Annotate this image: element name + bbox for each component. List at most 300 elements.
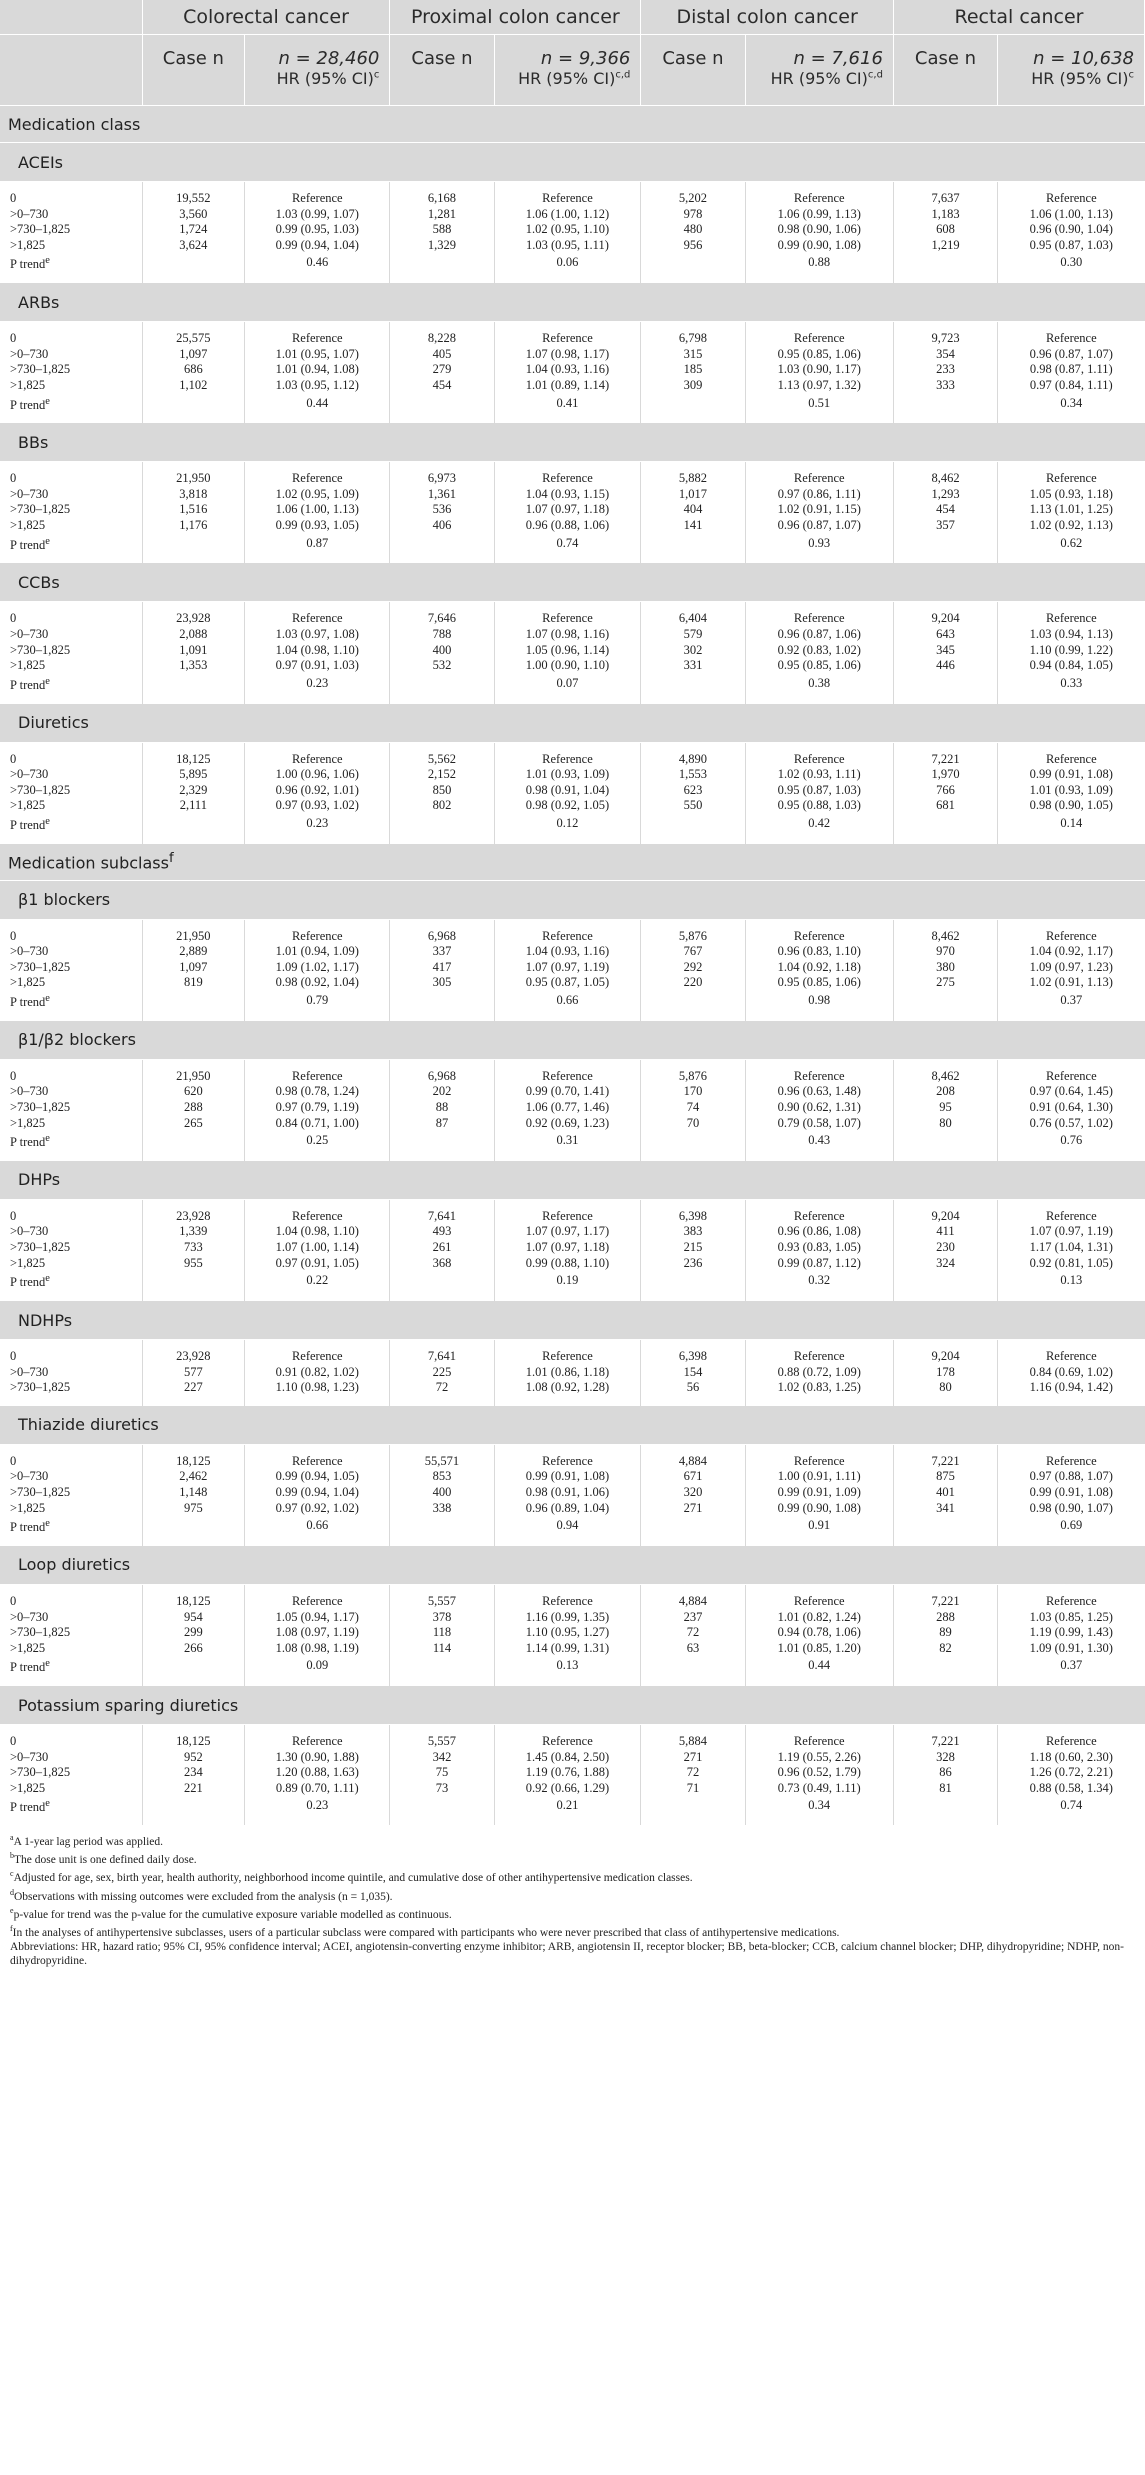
case-count-cell: 378: [390, 1610, 494, 1626]
hr-ci-cell: 1.07 (0.98, 1.16): [494, 627, 641, 643]
footnote-marker: e: [10, 1905, 14, 1915]
case-count-cell: 9,204: [893, 1349, 997, 1365]
case-count-cell: 411: [893, 1224, 997, 1240]
hr-ci-cell: Reference: [1045, 1453, 1097, 1468]
hr-ci-cell: Reference: [494, 1069, 641, 1085]
hr-ci-cell: Reference: [494, 752, 641, 768]
hr-ci-cell: 0.98 (0.91, 1.04): [494, 783, 641, 799]
case-count-cell: 766: [893, 783, 997, 799]
hr-ci-cell: 1.02 (0.91, 1.15): [745, 502, 893, 518]
footnote-marker: f: [10, 1923, 13, 1933]
spacer-row: [0, 1725, 1145, 1735]
row-label: 0: [0, 191, 142, 207]
hr-ci-cell: 0.99 (0.91, 1.08): [1029, 1484, 1113, 1499]
case-count-cell: 230: [893, 1240, 997, 1256]
hr-ci-cell: 0.46: [245, 253, 390, 273]
hr-ci-cell: Reference: [745, 331, 893, 347]
case-count-cell: [893, 1516, 997, 1536]
footnote: [10, 1849, 1135, 1867]
case-count-cell: 95: [893, 1100, 997, 1116]
row-label: >730–1,825: [0, 643, 142, 659]
section-row: [0, 106, 1145, 143]
footnote: [10, 1940, 1135, 1969]
hr-ci-cell: 1.10 (0.99, 1.22): [1029, 642, 1113, 657]
hr-ci-cell: 0.84 (0.69, 1.02): [1029, 1364, 1113, 1379]
case-count-cell: [390, 1516, 494, 1536]
hr-ci-cell: 0.34: [745, 1796, 893, 1816]
table-row: [0, 1116, 1145, 1132]
hr-ci-cell: 1.04 (0.93, 1.16): [494, 944, 641, 960]
case-n-label: Case n: [641, 35, 745, 70]
spacer-row: [0, 1536, 1145, 1546]
case-count-cell: 265: [142, 1116, 245, 1132]
hr-ci-cell: 1.00 (0.90, 1.10): [494, 658, 641, 674]
hr-ci-cell: 0.97 (0.86, 1.11): [745, 487, 893, 503]
spacer-row: [0, 742, 1145, 752]
hr-ci-cell: Reference: [245, 1734, 390, 1750]
group-header: [0, 1686, 1145, 1725]
case-count-cell: [641, 1656, 745, 1676]
spacer-row: [0, 182, 1145, 192]
case-count-cell: 299: [142, 1625, 245, 1641]
group-title: β1 blockers: [0, 880, 1145, 919]
row-label: >730–1,825: [0, 1765, 142, 1781]
footnote-marker: b: [10, 1851, 14, 1861]
case-count-cell: 72: [641, 1625, 745, 1641]
row-label: 0: [0, 1594, 142, 1610]
footnote: [10, 1922, 1135, 1940]
hr-ci-cell: 0.98 (0.90, 1.05): [1029, 798, 1113, 813]
table-row: [0, 611, 1145, 627]
case-count-cell: 88: [390, 1100, 494, 1116]
hr-ci-cell: 0.32: [745, 1271, 893, 1291]
hr-ci-cell: 0.38: [745, 674, 893, 694]
case-count-cell: 532: [390, 658, 494, 674]
row-label: >730–1,825: [0, 783, 142, 799]
row-label: >0–730: [0, 347, 142, 363]
header-distal: Distal colon cancer: [641, 0, 894, 35]
table-row: [0, 643, 1145, 659]
hr-ci-cell: 1.07 (0.97, 1.17): [494, 1224, 641, 1240]
case-count-cell: 8,462: [893, 1069, 997, 1085]
hr-ci-cell: 0.91 (0.64, 1.30): [1029, 1099, 1113, 1114]
case-count-cell: 72: [641, 1765, 745, 1781]
table-row: [0, 1469, 1145, 1485]
case-count-cell: 853: [390, 1469, 494, 1485]
row-label: >730–1,825: [0, 222, 142, 238]
hr-ci-cell: 0.96 (0.52, 1.79): [745, 1765, 893, 1781]
table-row: [0, 534, 1145, 554]
table-row: [0, 1625, 1145, 1641]
spacer-row: [0, 919, 1145, 929]
table-row: [0, 1365, 1145, 1381]
case-count-cell: 1,553: [641, 767, 745, 783]
case-count-cell: [893, 1796, 997, 1816]
hr-ci-cell: 0.07: [494, 674, 641, 694]
case-count-cell: 81: [893, 1781, 997, 1797]
case-count-cell: 21,950: [142, 1069, 245, 1085]
hr-ci-cell: 0.31: [494, 1131, 641, 1151]
row-label: >0–730: [0, 207, 142, 223]
case-count-cell: 5,876: [641, 1069, 745, 1085]
case-count-cell: 21,950: [142, 929, 245, 945]
case-count-cell: 2,329: [142, 783, 245, 799]
case-count-cell: 550: [641, 798, 745, 814]
case-count-cell: 337: [390, 944, 494, 960]
hr-ci-label: HR (95% CI)$^c$: [998, 69, 1145, 106]
group-body: [0, 602, 1145, 703]
group-row: [0, 1405, 1145, 1444]
section-header: [0, 843, 1145, 880]
case-count-cell: 454: [390, 378, 494, 394]
case-count-cell: 86: [893, 1765, 997, 1781]
row-label: 0: [0, 331, 142, 347]
case-count-cell: 345: [893, 643, 997, 659]
hr-ci-cell: 0.99 (0.93, 1.05): [245, 518, 390, 534]
hr-ci-cell: 1.05 (0.93, 1.18): [1029, 486, 1113, 501]
hr-ci-cell: 1.04 (0.93, 1.15): [494, 487, 641, 503]
table-row: [0, 487, 1145, 503]
hr-ci-cell: 0.97 (0.64, 1.45): [1029, 1084, 1113, 1099]
case-count-cell: [390, 534, 494, 554]
row-label: >1,825: [0, 1116, 142, 1132]
spacer-row: [0, 1584, 1145, 1594]
hr-ci-cell: 1.00 (0.96, 1.06): [245, 767, 390, 783]
case-count-cell: 6,398: [641, 1209, 745, 1225]
case-count-cell: 733: [142, 1240, 245, 1256]
row-label: P trend$^e$: [0, 253, 142, 273]
case-count-cell: 623: [641, 783, 745, 799]
hr-ci-cell: 0.37: [1060, 993, 1083, 1008]
spacer-row: [0, 1340, 1145, 1350]
hr-ci-cell: 0.98 (0.90, 1.07): [1029, 1500, 1113, 1515]
hr-ci-cell: 1.02 (0.91, 1.13): [1029, 975, 1113, 990]
hr-ci-cell: 0.99 (0.94, 1.04): [245, 238, 390, 254]
row-label: P trend$^e$: [0, 814, 142, 834]
table-row: [0, 331, 1145, 347]
hr-ci-cell: Reference: [494, 929, 641, 945]
case-count-cell: 978: [641, 207, 745, 223]
case-count-cell: 3,560: [142, 207, 245, 223]
hr-ci-cell: 1.16 (0.99, 1.35): [494, 1610, 641, 1626]
row-label: >0–730: [0, 1610, 142, 1626]
table-row: [0, 1750, 1145, 1766]
footnote-marker: e: [45, 535, 50, 547]
table-row: [0, 1069, 1145, 1085]
hr-ci-cell: Reference: [245, 1209, 390, 1225]
case-count-cell: [142, 674, 245, 694]
hr-ci-cell: 0.99 (0.87, 1.12): [745, 1256, 893, 1272]
spacer-row: [0, 1199, 1145, 1209]
group-body: [0, 1725, 1145, 1826]
footnote-text: Observations with missing outcomes were excluded from the analysis (n = 1,035).: [14, 1890, 393, 1903]
group-header: [0, 1301, 1145, 1340]
footnote: [10, 1904, 1135, 1922]
footnote-text: p-value for trend was the p-value for the cumulative exposure variable modelled as continuous.: [13, 1908, 452, 1921]
case-count-cell: [390, 674, 494, 694]
hr-ci-cell: 0.74: [1060, 1798, 1083, 1813]
hr-ci-cell: 0.98 (0.87, 1.11): [1029, 362, 1113, 377]
case-count-cell: 955: [142, 1256, 245, 1272]
row-label: >0–730: [0, 1469, 142, 1485]
case-count-cell: [390, 253, 494, 273]
table-row: [0, 798, 1145, 814]
case-count-cell: 7,221: [893, 1734, 997, 1750]
hr-ci-cell: Reference: [745, 929, 893, 945]
hr-ci-cell: 0.91 (0.82, 1.02): [245, 1365, 390, 1381]
case-count-cell: 6,968: [390, 1069, 494, 1085]
hr-ci-cell: 0.97 (0.92, 1.02): [245, 1501, 390, 1517]
case-count-cell: 954: [142, 1610, 245, 1626]
case-count-cell: 55,571: [390, 1454, 494, 1470]
hr-ci-cell: 1.09 (0.91, 1.30): [1029, 1640, 1113, 1655]
case-count-cell: 380: [893, 960, 997, 976]
case-n-label: Case n: [142, 35, 245, 70]
hr-ci-cell: Reference: [494, 1454, 641, 1470]
case-count-cell: 9,204: [893, 1209, 997, 1225]
row-label: >0–730: [0, 767, 142, 783]
hr-ci-cell: 0.88 (0.58, 1.34): [1029, 1780, 1113, 1795]
group-header: [0, 1160, 1145, 1199]
case-count-cell: 1,219: [893, 238, 997, 254]
hr-ci-cell: 1.03 (0.97, 1.08): [245, 627, 390, 643]
table-row: [0, 1131, 1145, 1151]
case-count-cell: 237: [641, 1610, 745, 1626]
table-row: [0, 238, 1145, 254]
case-count-cell: 236: [641, 1256, 745, 1272]
case-count-cell: 23,928: [142, 1209, 245, 1225]
hr-ci-cell: 1.08 (0.98, 1.19): [245, 1641, 390, 1657]
hr-ci-cell: Reference: [1045, 1734, 1097, 1749]
case-count-cell: 354: [893, 347, 997, 363]
footnote-text: In the analyses of antihypertensive subclasses, users of a particular subclass were compared with participants who were never prescribed that class of antihypertensive medications.: [12, 1926, 840, 1939]
hr-ci-cell: 0.09: [245, 1656, 390, 1676]
hr-ci-cell: 1.02 (0.93, 1.11): [745, 767, 893, 783]
case-count-cell: 383: [641, 1224, 745, 1240]
case-count-cell: 1,097: [142, 960, 245, 976]
group-header: [0, 1405, 1145, 1444]
spacer-row: [0, 694, 1145, 704]
row-label: 0: [0, 1734, 142, 1750]
hr-ci-cell: 1.06 (0.77, 1.46): [494, 1100, 641, 1116]
case-count-cell: 320: [641, 1485, 745, 1501]
n-total: n = 7,616: [745, 35, 893, 70]
hr-ci-cell: 1.20 (0.88, 1.63): [245, 1765, 390, 1781]
hr-ci-cell: 1.05 (0.94, 1.17): [245, 1610, 390, 1626]
row-label: >1,825: [0, 658, 142, 674]
row-label: >730–1,825: [0, 1240, 142, 1256]
table-row: [0, 1271, 1145, 1291]
case-count-cell: 82: [893, 1641, 997, 1657]
hr-ci-cell: 0.97 (0.93, 1.02): [245, 798, 390, 814]
case-count-cell: 405: [390, 347, 494, 363]
hr-ci-cell: 0.96 (0.88, 1.06): [494, 518, 641, 534]
row-label: 0: [0, 471, 142, 487]
case-count-cell: 802: [390, 798, 494, 814]
group-row: [0, 1160, 1145, 1199]
case-count-cell: 608: [893, 222, 997, 238]
hr-ci-cell: 0.98 (0.91, 1.06): [494, 1485, 641, 1501]
case-count-cell: [390, 1271, 494, 1291]
case-count-cell: 185: [641, 362, 745, 378]
hr-ci-cell: 0.76: [1060, 1133, 1083, 1148]
case-count-cell: 7,646: [390, 611, 494, 627]
group-title: DHPs: [0, 1160, 1145, 1199]
header-proximal: Proximal colon cancer: [390, 0, 641, 35]
hr-ci-cell: 1.08 (0.92, 1.28): [494, 1380, 641, 1396]
hr-ci-cell: 0.62: [1060, 535, 1083, 550]
group-title: β1/β2 blockers: [0, 1020, 1145, 1059]
case-count-cell: 75: [390, 1765, 494, 1781]
hr-ci-cell: 1.06 (1.00, 1.13): [245, 502, 390, 518]
hr-ci-cell: 1.01 (0.82, 1.24): [745, 1610, 893, 1626]
group-header: [0, 423, 1145, 462]
case-count-cell: 767: [641, 944, 745, 960]
hr-ci-cell: 0.97 (0.79, 1.19): [245, 1100, 390, 1116]
hr-ci-cell: 1.07 (1.00, 1.14): [245, 1240, 390, 1256]
table-row: [0, 991, 1145, 1011]
case-count-cell: [641, 394, 745, 414]
row-label: >730–1,825: [0, 362, 142, 378]
hr-ci-cell: Reference: [1045, 1068, 1097, 1083]
n-total: n = 9,366: [494, 35, 641, 70]
row-label: P trend$^e$: [0, 674, 142, 694]
table-row: [0, 674, 1145, 694]
case-count-cell: 23,928: [142, 1349, 245, 1365]
row-label: 0: [0, 1454, 142, 1470]
hr-ci-cell: 0.88 (0.72, 1.09): [745, 1365, 893, 1381]
hr-ci-cell: Reference: [1045, 751, 1097, 766]
case-count-cell: [390, 1656, 494, 1676]
hr-ci-cell: Reference: [494, 191, 641, 207]
case-count-cell: [893, 253, 997, 273]
group-header: [0, 143, 1145, 182]
table-row: [0, 1454, 1145, 1470]
spacer-row: [0, 273, 1145, 283]
case-count-cell: [390, 1131, 494, 1151]
case-count-cell: 6,798: [641, 331, 745, 347]
table-row: [0, 222, 1145, 238]
row-label: >730–1,825: [0, 1100, 142, 1116]
hr-ci-cell: 1.13 (0.97, 1.32): [745, 378, 893, 394]
hr-ci-cell: 1.06 (1.00, 1.13): [1029, 206, 1113, 221]
group-body: [0, 182, 1145, 283]
case-count-cell: 671: [641, 1469, 745, 1485]
table-row: [0, 1349, 1145, 1365]
case-count-cell: 1,281: [390, 207, 494, 223]
case-count-cell: 588: [390, 222, 494, 238]
hr-ci-cell: 0.95 (0.85, 1.06): [745, 975, 893, 991]
hr-ci-cell: 0.14: [1060, 815, 1083, 830]
hr-ci-cell: 1.04 (0.92, 1.18): [745, 960, 893, 976]
footnote: [10, 1831, 1135, 1849]
case-count-cell: [893, 1656, 997, 1676]
case-count-cell: 1,091: [142, 643, 245, 659]
hr-ci-cell: 0.06: [494, 253, 641, 273]
hr-ci-cell: 1.02 (0.95, 1.09): [245, 487, 390, 503]
case-count-cell: 233: [893, 362, 997, 378]
row-label: P trend$^e$: [0, 1516, 142, 1536]
hr-ci-cell: 1.02 (0.95, 1.10): [494, 222, 641, 238]
hr-ci-cell: 1.19 (0.76, 1.88): [494, 1765, 641, 1781]
hr-ci-cell: Reference: [1045, 928, 1097, 943]
hr-ci-cell: 0.96 (0.92, 1.01): [245, 783, 390, 799]
hr-ci-cell: Reference: [1045, 471, 1097, 486]
hr-ci-cell: 0.96 (0.86, 1.08): [745, 1224, 893, 1240]
row-label: >1,825: [0, 1781, 142, 1797]
hr-ci-cell: 0.96 (0.90, 1.04): [1029, 222, 1113, 237]
hr-ci-cell: 1.05 (0.96, 1.14): [494, 643, 641, 659]
hr-ci-cell: Reference: [745, 1069, 893, 1085]
hr-ci-cell: 1.07 (0.97, 1.18): [494, 1240, 641, 1256]
group-title: Potassium sparing diuretics: [0, 1686, 1145, 1725]
hr-ci-cell: 1.03 (0.90, 1.17): [745, 362, 893, 378]
case-count-cell: [142, 394, 245, 414]
hr-ci-cell: Reference: [745, 471, 893, 487]
case-count-cell: 1,339: [142, 1224, 245, 1240]
hr-ci-cell: 1.19 (0.99, 1.43): [1029, 1625, 1113, 1640]
row-label: P trend$^e$: [0, 1271, 142, 1291]
case-count-cell: 3,818: [142, 487, 245, 503]
hr-ci-cell: Reference: [494, 1209, 641, 1225]
section-title: [0, 106, 1145, 143]
case-count-cell: 315: [641, 347, 745, 363]
hr-ci-cell: 0.93 (0.83, 1.05): [745, 1240, 893, 1256]
hr-ci-cell: Reference: [1045, 611, 1097, 626]
case-count-cell: 620: [142, 1084, 245, 1100]
group-body: [0, 1340, 1145, 1406]
row-label: >730–1,825: [0, 1625, 142, 1641]
case-count-cell: 956: [641, 238, 745, 254]
row-label: >1,825: [0, 238, 142, 254]
footnote-marker: e: [45, 395, 50, 407]
group-row: [0, 563, 1145, 602]
case-count-cell: 71: [641, 1781, 745, 1797]
case-count-cell: 18,125: [142, 1454, 245, 1470]
footnote-marker: e: [45, 993, 50, 1004]
table-row: [0, 394, 1145, 414]
hr-ci-cell: 0.13: [494, 1656, 641, 1676]
case-count-cell: 579: [641, 627, 745, 643]
case-count-cell: [142, 534, 245, 554]
spacer-row: [0, 322, 1145, 332]
row-label: P trend$^e$: [0, 534, 142, 554]
table-row: [0, 814, 1145, 834]
footnote-text: The dose unit is one defined daily dose.: [14, 1854, 197, 1867]
hr-ci-cell: 1.04 (0.93, 1.16): [494, 362, 641, 378]
case-count-cell: 178: [893, 1365, 997, 1381]
row-label: 0: [0, 1349, 142, 1365]
case-count-cell: 2,889: [142, 944, 245, 960]
case-count-cell: 331: [641, 658, 745, 674]
case-n-label: Case n: [893, 35, 997, 70]
case-count-cell: 25,575: [142, 331, 245, 347]
hr-ci-cell: 0.21: [494, 1796, 641, 1816]
case-count-cell: 2,088: [142, 627, 245, 643]
row-label: >1,825: [0, 1641, 142, 1657]
group-row: [0, 1301, 1145, 1340]
footnotes: [0, 1825, 1145, 1968]
case-count-cell: 400: [390, 1485, 494, 1501]
hr-ci-cell: 0.33: [1060, 675, 1083, 690]
hr-ci-cell: 0.13: [1060, 1273, 1083, 1288]
header-corner: [0, 0, 142, 35]
table-row: [0, 1100, 1145, 1116]
hr-ci-cell: 0.96 (0.83, 1.10): [745, 944, 893, 960]
footnote-marker: e: [45, 255, 50, 267]
table-row: [0, 347, 1145, 363]
case-count-cell: [390, 394, 494, 414]
